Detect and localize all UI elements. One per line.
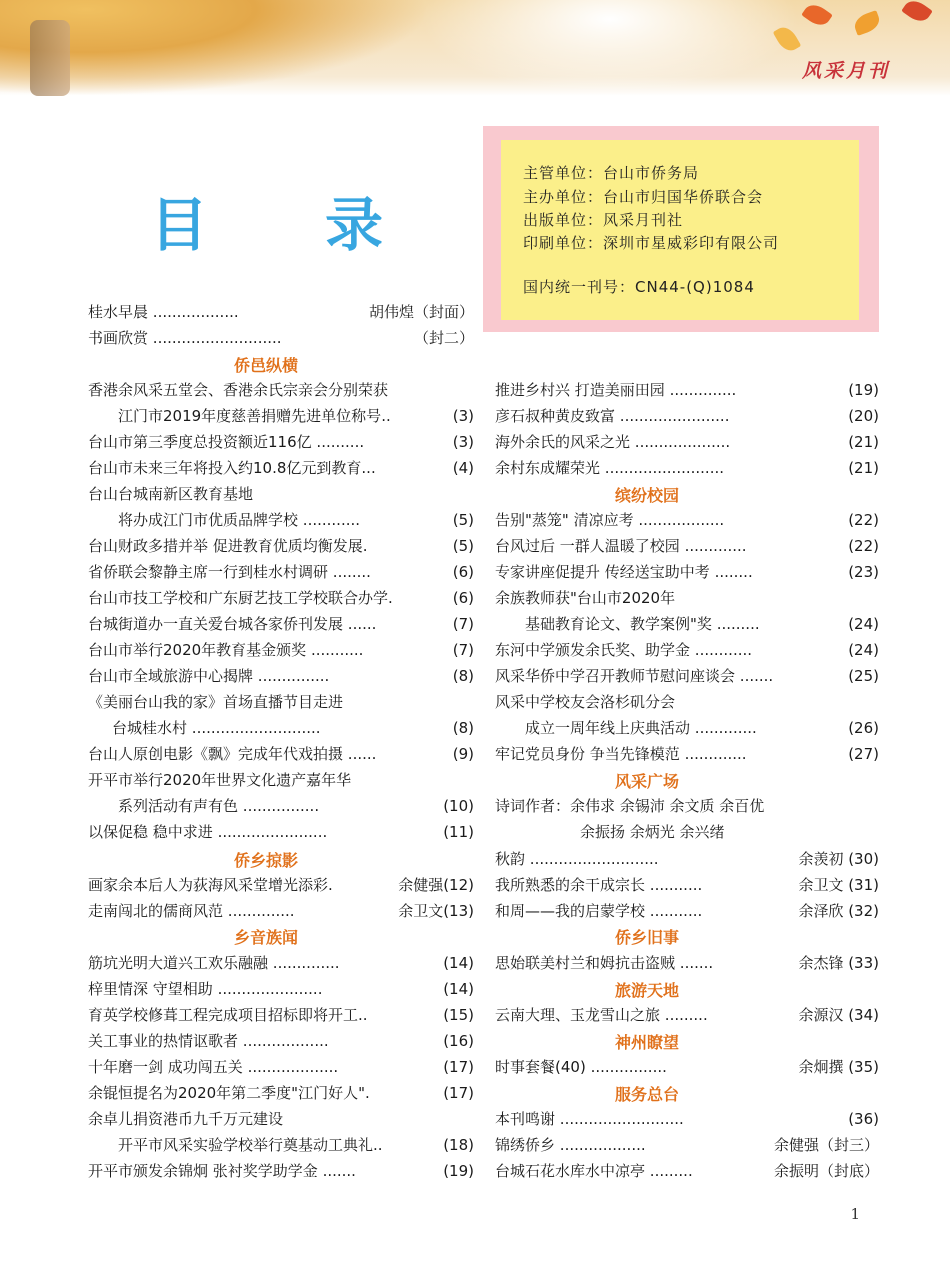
- toc-entry[interactable]: 和周——我的启蒙学校 ........... 余泽欣 (32): [495, 902, 879, 920]
- info-serial: 国内统一刊号：CN44-(Q)1084: [523, 278, 755, 296]
- toc-entry[interactable]: 思始联美村兰和姆抗击盗贼 ....... 余杰锋 (33): [495, 954, 879, 972]
- toc-entry[interactable]: 画家余本后人为荻海风采堂增光添彩. 余健强(12): [88, 876, 474, 894]
- toc-entry[interactable]: 台山人原创电影《飘》完成年代戏拍摄 ...... (9): [88, 745, 474, 763]
- section-heading: 侨邑纵横: [234, 356, 299, 375]
- toc-entry[interactable]: 台城石花水库水中凉亭 ......... 余振明（封底）: [495, 1162, 879, 1180]
- magazine-title: 风采月刊: [801, 60, 890, 82]
- toc-entry[interactable]: 梓里情深 守望相助 ...................... (14): [88, 980, 474, 998]
- toc-entry[interactable]: 诗词作者：余伟求 余锡沛 余文质 余百优: [495, 797, 765, 815]
- toc-entry[interactable]: 台风过后 一群人温暖了校园 ............. (22): [495, 537, 879, 555]
- toc-entry[interactable]: 余卓儿捐资港币九千万元建设: [88, 1110, 284, 1128]
- toc-entry[interactable]: 开平市颁发余锦炯 张衬奖学助学金 ....... (19): [88, 1162, 474, 1180]
- toc-entry[interactable]: 关工事业的热情讴歌者 .................. (16): [88, 1032, 474, 1050]
- toc-entry[interactable]: 专家讲座促提升 传经送宝助中考 ........ (23): [495, 563, 879, 581]
- toc-entry[interactable]: 开平市风采实验学校举行奠基动工典礼.. (18): [118, 1136, 474, 1154]
- maple-leaf-icon: [901, 0, 933, 26]
- toc-entry[interactable]: 推进乡村兴 打造美丽田园 .............. (19): [495, 381, 879, 399]
- toc-entry[interactable]: 书画欣赏 ........................... （封二）: [88, 329, 474, 347]
- toc-entry[interactable]: 告别"蒸笼" 清凉应考 .................. (22): [495, 511, 879, 529]
- toc-entry[interactable]: 江门市2019年度慈善捐赠先进单位称号.. (3): [118, 407, 474, 425]
- toc-entry[interactable]: 台山市第三季度总投资额近116亿 .......... (3): [88, 433, 474, 451]
- toc-entry[interactable]: 余村东成耀荣光 ......................... (21): [495, 459, 879, 477]
- toc-entry[interactable]: 海外余氏的风采之光 .................... (21): [495, 433, 879, 451]
- toc-entry[interactable]: 台山财政多措并举 促进教育优质均衡发展. (5): [88, 537, 474, 555]
- toc-entry[interactable]: 育英学校修葺工程完成项目招标即将开工.. (15): [88, 1006, 474, 1024]
- toc-entry[interactable]: 成立一周年线上庆典活动 ............. (26): [525, 719, 879, 737]
- toc-entry[interactable]: 余振扬 余炳光 余兴绪: [580, 823, 725, 841]
- header-banner: [0, 0, 950, 96]
- section-heading: 服务总台: [615, 1085, 680, 1104]
- section-heading: 旅游天地: [615, 981, 680, 1000]
- toc-entry[interactable]: 余族教师获"台山市2020年: [495, 589, 676, 607]
- toc-entry[interactable]: 开平市举行2020年世界文化遗产嘉年华: [88, 771, 352, 789]
- toc-entry[interactable]: 秋韵 ........................... 余羡初 (30): [495, 850, 879, 868]
- toc-entry[interactable]: 台山市举行2020年教育基金颁奖 ........... (7): [88, 641, 474, 659]
- toc-entry[interactable]: 桂水早晨 .................. 胡伟煌（封面）: [88, 303, 474, 321]
- info-publisher: 出版单位：风采月刊社: [523, 211, 684, 229]
- toc-entry[interactable]: 香港余风采五堂会、香港余氏宗亲会分别荣获: [88, 381, 389, 399]
- toc-entry[interactable]: 省侨联会黎静主席一行到桂水村调研 ........ (6): [88, 563, 474, 581]
- maple-leaf-icon: [852, 10, 883, 36]
- toc-entry[interactable]: 彦石叔种黄皮致富 ....................... (20): [495, 407, 879, 425]
- toc-entry[interactable]: 余锟恒提名为2020年第二季度"江门好人". (17): [88, 1084, 474, 1102]
- toc-entry[interactable]: 台城桂水村 ........................... (8): [112, 719, 474, 737]
- sun-glow: [420, 0, 800, 96]
- toc-entry[interactable]: 台山市技工学校和广东厨艺技工学校联合办学. (6): [88, 589, 474, 607]
- toc-entry[interactable]: 台城街道办一直关爱台城各家侨刊发展 ...... (7): [88, 615, 474, 633]
- toc-entry[interactable]: 本刊鸣谢 .......................... (36): [495, 1110, 879, 1128]
- toc-entry[interactable]: 云南大理、玉龙雪山之旅 ......... 余源汉 (34): [495, 1006, 879, 1024]
- toc-entry[interactable]: 台山市未来三年将投入约10.8亿元到教育... (4): [88, 459, 474, 477]
- section-heading: 侨乡掠影: [234, 851, 299, 870]
- toc-entry[interactable]: 基础教育论文、教学案例"奖 ......... (24): [525, 615, 879, 633]
- toc-entry[interactable]: 《美丽台山我的家》首场直播节目走进: [88, 693, 344, 711]
- toc-entry[interactable]: 筋坑光明大道兴工欢乐融融 .............. (14): [88, 954, 474, 972]
- toc-entry[interactable]: 以保促稳 稳中求进 ....................... (11): [88, 823, 474, 841]
- page-number: 1: [850, 1205, 860, 1223]
- toc-entry[interactable]: 东河中学颁发余氏奖、助学金 ............ (24): [495, 641, 879, 659]
- maple-leaf-icon: [801, 0, 833, 30]
- toc-entry[interactable]: 系列活动有声有色 ................ (10): [118, 797, 474, 815]
- section-heading: 神州瞭望: [615, 1033, 680, 1052]
- toc-entry[interactable]: 台山台城南新区教育基地: [88, 485, 254, 503]
- toc-entry[interactable]: 我所熟悉的余干成宗长 ........... 余卫文 (31): [495, 876, 879, 894]
- info-printer: 印刷单位：深圳市星威彩印有限公司: [523, 234, 780, 252]
- info-supervisor: 主管单位：台山市侨务局: [523, 164, 700, 182]
- toc-entry[interactable]: 风采华侨中学召开教师节慰问座谈会 ....... (25): [495, 667, 879, 685]
- section-heading: 风采广场: [615, 772, 680, 791]
- toc-entry[interactable]: 时事套餐(40) ................ 余炯撰 (35): [495, 1058, 879, 1076]
- info-sponsor: 主办单位：台山市归国华侨联合会: [523, 188, 764, 206]
- toc-title-char-2: 录: [325, 191, 384, 259]
- section-heading: 侨乡旧事: [615, 928, 680, 947]
- toc-entry[interactable]: 走南闯北的儒商风范 .............. 余卫文(13): [88, 902, 474, 920]
- section-heading: 乡音族闻: [234, 928, 299, 947]
- toc-entry[interactable]: 台山市全域旅游中心揭牌 ............... (8): [88, 667, 474, 685]
- section-heading: 缤纷校园: [615, 486, 680, 505]
- toc-entry[interactable]: 锦绣侨乡 .................. 余健强（封三）: [495, 1136, 879, 1154]
- toc-entry[interactable]: 牢记党员身份 争当先锋模范 ............. (27): [495, 745, 879, 763]
- toc-entry[interactable]: 风采中学校友会洛杉矶分会: [495, 693, 676, 711]
- toc-entry[interactable]: 将办成江门市优质品牌学校 ............ (5): [118, 511, 474, 529]
- tree-trunk: [30, 20, 70, 96]
- toc-entry[interactable]: 十年磨一剑 成功闯五关 ................... (17): [88, 1058, 474, 1076]
- toc-title-char-1: 目: [150, 191, 209, 259]
